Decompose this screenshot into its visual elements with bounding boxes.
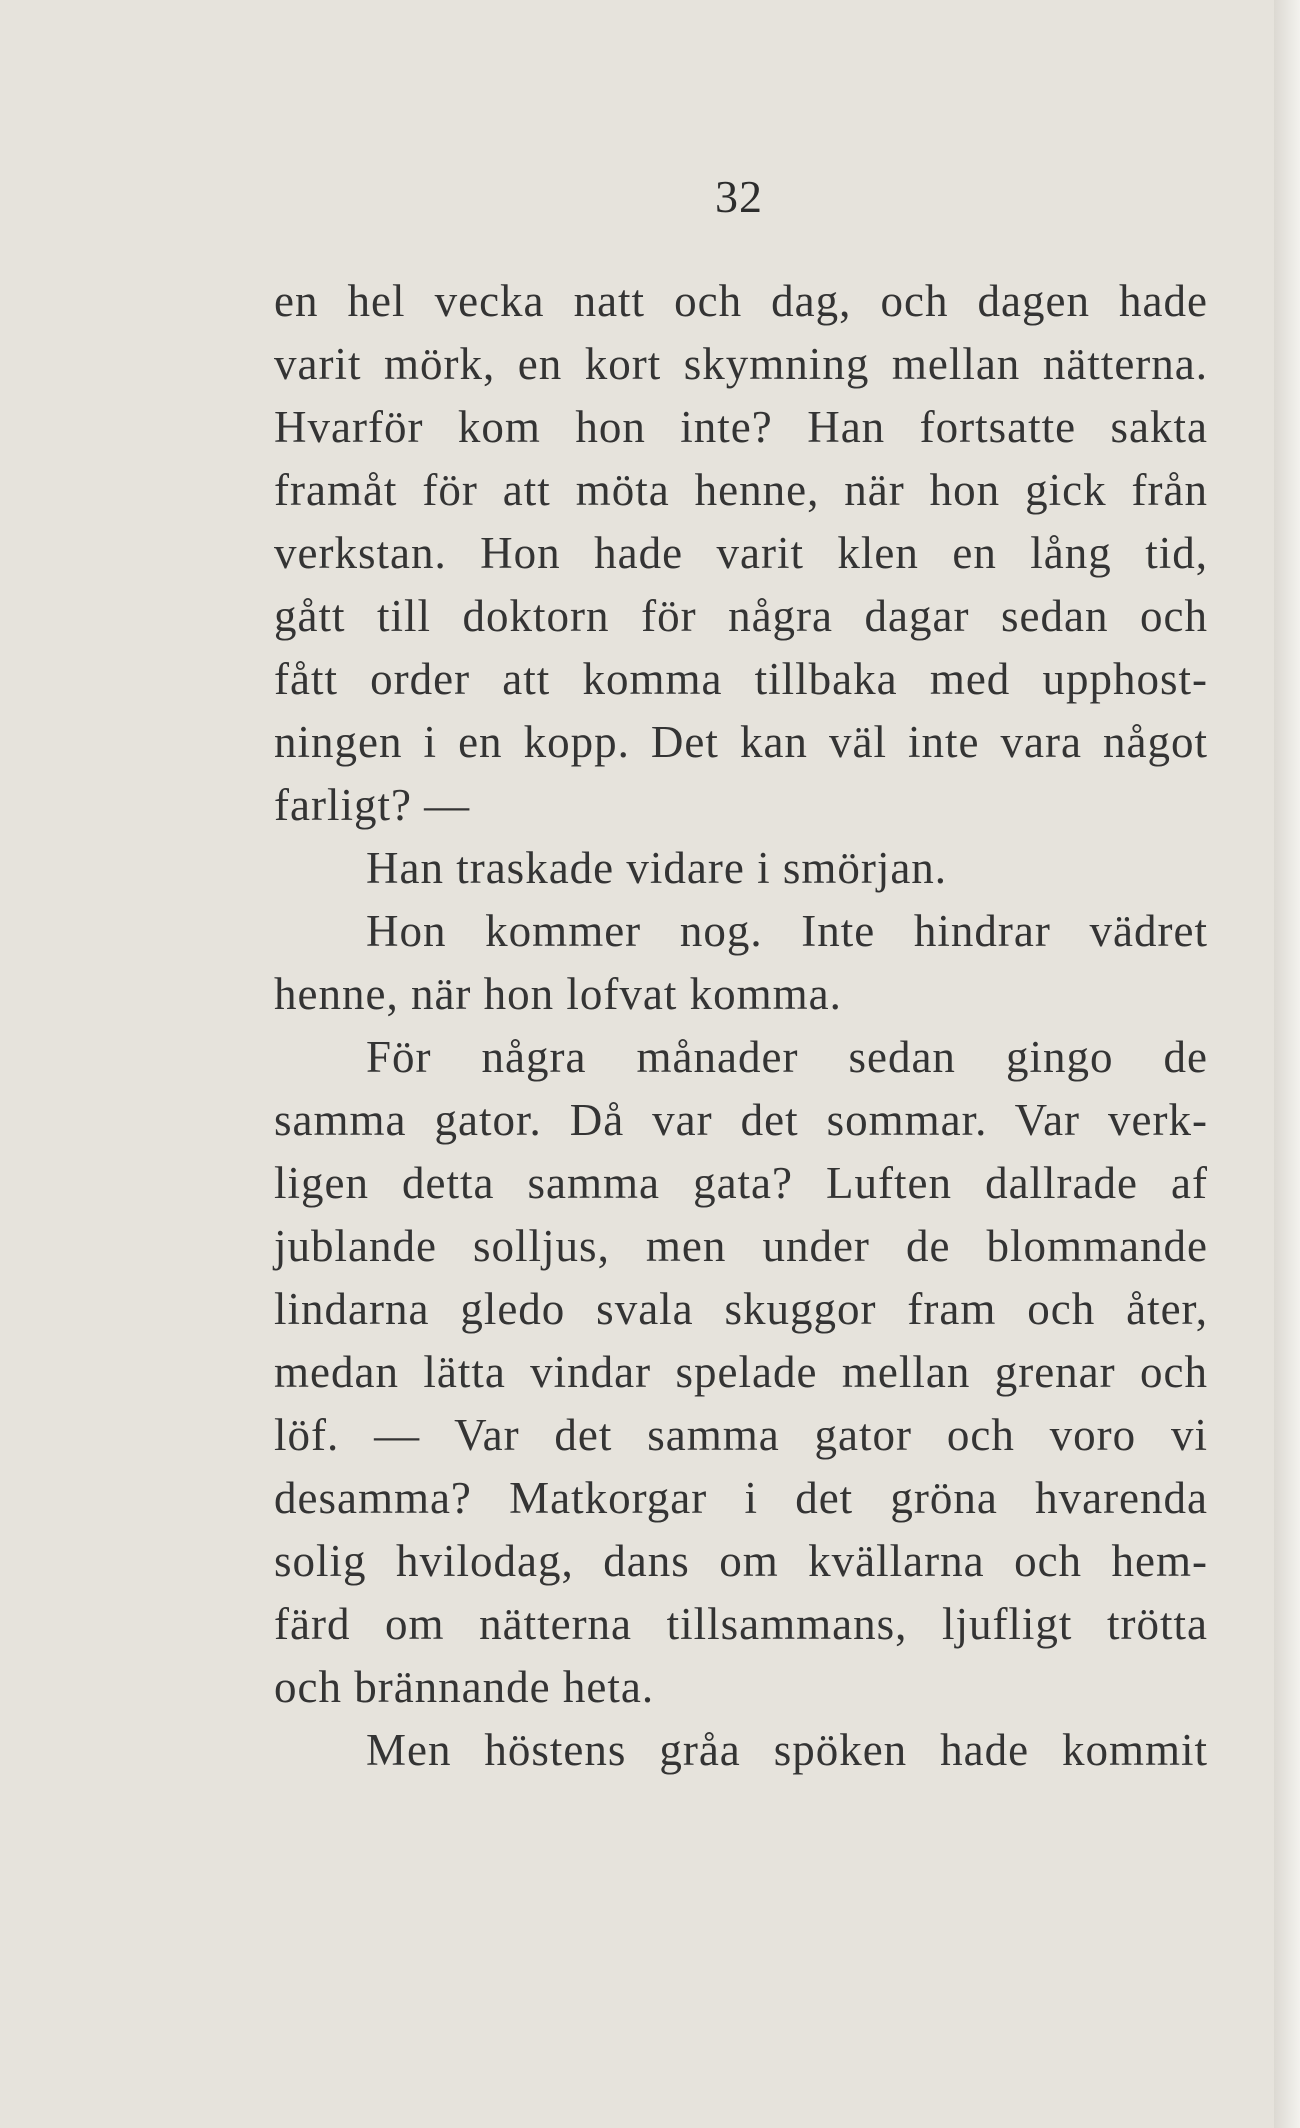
paragraph-start-line: Men höstens gråa spöken hade kommit — [366, 1725, 1208, 1775]
text-line: och brännande heta. — [274, 1662, 655, 1712]
text-line: medan lätta vindar spelade mellan grenar och — [274, 1347, 1208, 1397]
text-line: varit mörk, en kort skymning mellan nätterna. — [274, 339, 1208, 389]
text-line: gått till doktorn för några dagar sedan och — [274, 591, 1208, 641]
text-line: färd om nätterna tillsammans, ljufligt trötta — [274, 1599, 1208, 1649]
text-line: henne, när hon lofvat komma. — [274, 969, 842, 1019]
body-text — [274, 270, 1208, 1782]
page-number: 32 — [715, 171, 763, 222]
text-line: desamma? Matkorgar i det gröna hvarenda — [274, 1473, 1208, 1523]
paragraph-start-line: Han traskade vidare i smörjan. — [366, 843, 948, 893]
text-line: solig hvilodag, dans om kvällarna och hem- — [274, 1536, 1208, 1586]
text-line: framåt för att möta henne, när hon gick från — [274, 465, 1208, 515]
text-line: en hel vecka natt och dag, och dagen hade — [274, 276, 1208, 326]
text-line: Hvarför kom hon inte? Han fortsatte sakta — [274, 402, 1208, 452]
text-line: ningen i en kopp. Det kan väl inte vara något — [274, 717, 1208, 767]
text-line: jublande solljus, men under de blommande — [274, 1221, 1208, 1271]
text-line: fått order att komma tillbaka med upphost- — [274, 654, 1208, 704]
text-line: farligt? — — [274, 780, 471, 830]
paragraph-start-line: För några månader sedan gingo de — [366, 1032, 1208, 1082]
text-line: ligen detta samma gata? Luften dallrade af — [274, 1158, 1208, 1208]
text-line: lindarna gledo svala skuggor fram och åter, — [274, 1284, 1208, 1334]
text-line: verkstan. Hon hade varit klen en lång tid, — [274, 528, 1208, 578]
page-edge — [1274, 0, 1300, 2128]
paragraph-start-line: Hon kommer nog. Inte hindrar vädret — [366, 906, 1208, 956]
text-line: samma gator. Då var det sommar. Var verk- — [274, 1095, 1208, 1145]
text-line: löf. — Var det samma gator och voro vi — [274, 1410, 1208, 1460]
